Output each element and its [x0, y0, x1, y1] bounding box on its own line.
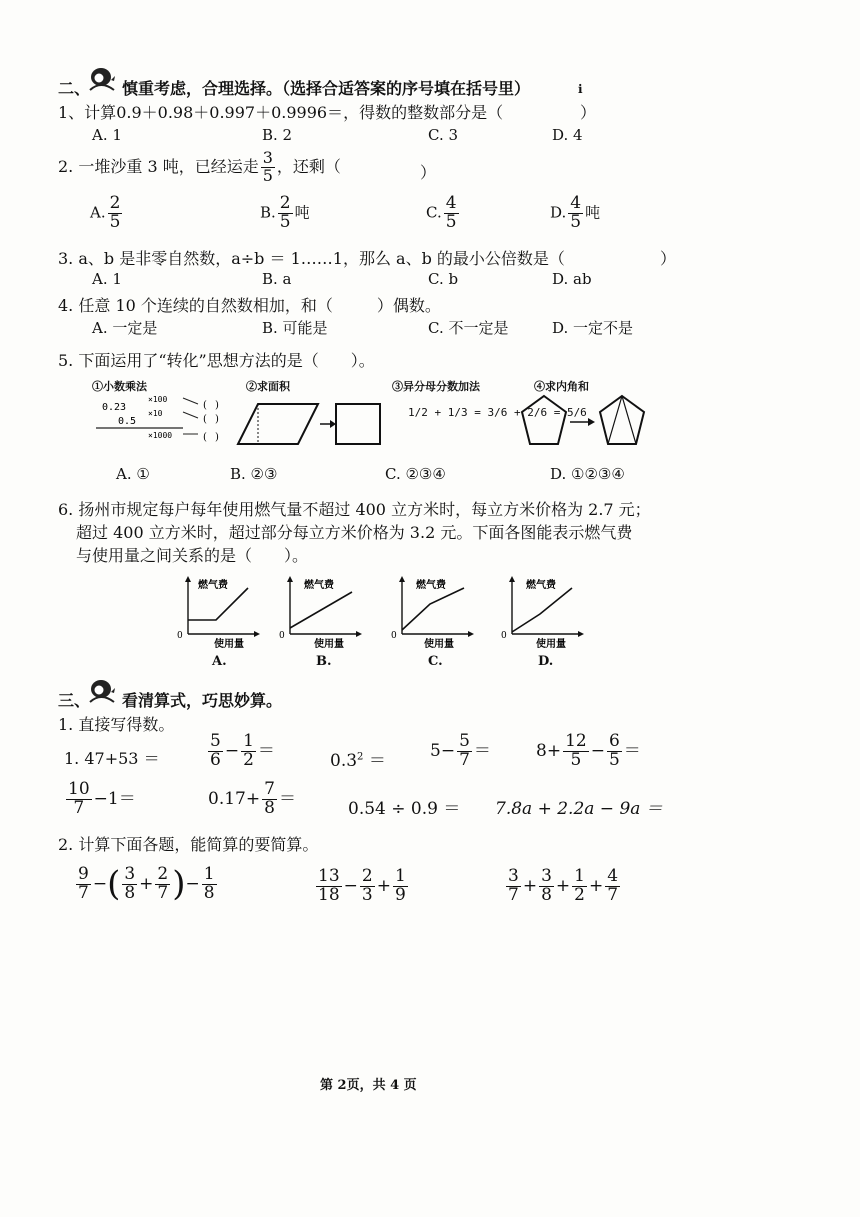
q1-lead: 1、计算 — [58, 103, 117, 122]
q4-option-d: D. 一定不是 — [552, 319, 634, 337]
graph-d — [500, 576, 584, 648]
graph-b — [278, 576, 362, 648]
section-3-title: 看清算式，巧思妙算。 — [122, 691, 283, 710]
section-3-number: 三、 — [58, 691, 91, 710]
illustration-4-label: ④求内角和 — [534, 380, 589, 393]
graph-d-ylabel: 燃气费 — [526, 580, 556, 591]
svg-text:(: ( — [203, 400, 207, 411]
graph-a-ylabel: 燃气费 — [198, 580, 228, 591]
q5-option-a: A. ① — [116, 465, 150, 483]
svg-text:): ) — [215, 432, 219, 443]
q3-stem: 3. a、b 是非零自然数，a÷b ＝ 1……1，那么 a、b 的最小公倍数是（ — [58, 249, 565, 268]
q3-answer-close: ） — [660, 249, 677, 268]
illustration-1-scale-b: ×10 — [148, 409, 163, 418]
q5-option-b: B. ②③ — [230, 465, 278, 483]
stray-mark: ℹ — [578, 82, 583, 96]
q4-lead: 4. 任意 10 个连续的自然数相加，和（ — [58, 296, 333, 315]
q6-line-1: 6. 扬州市规定每户每年使用燃气量不超过 400 立方米时，每立方米价格为 2.7 元； — [58, 500, 651, 519]
graph-c-xlabel: 使用量 — [424, 639, 454, 648]
illustration-3-expression: 1/2 + 1/3 = 3/6 + 2/6 = 5/6 — [408, 406, 587, 419]
graph-c-origin: 0 — [391, 631, 397, 641]
q2-option-a: A. $\frac{2}{5}$ — [90, 193, 121, 232]
section-2-number: 二、 — [58, 79, 91, 98]
pentagon-figure — [518, 392, 658, 450]
oral-item-2: $\frac{5}{6}$ − $\frac{1}{2}$ ＝ — [210, 731, 275, 770]
illustration-1-scale-a: ×100 — [148, 395, 168, 404]
mascot-icon — [84, 66, 118, 92]
section-2-title: 慎重考虑，合理选择。（选择合适答案的序号填在括号里） — [122, 79, 531, 98]
graph-d-xlabel: 使用量 — [536, 639, 566, 648]
graph-b-ylabel: 燃气费 — [304, 580, 334, 591]
graph-c-ylabel: 燃气费 — [416, 580, 446, 591]
illustration-3-label: ③异分母分数加法 — [392, 380, 480, 393]
parallelogram-to-rectangle-figure — [236, 394, 384, 450]
q1-option-c: C. 3 — [428, 126, 459, 144]
page-footer: 第 2页，共 4 页 — [320, 1078, 417, 1093]
illustration-interior-angles — [518, 378, 658, 450]
q1-option-b: B. 2 — [262, 126, 293, 144]
decimal-multiplication-figure — [88, 394, 228, 450]
oral-item-9: 7.8a + 2.2a − 9a ＝ — [495, 799, 663, 819]
q6-line-3: 与使用量之间关系的是（ ）。 — [76, 546, 309, 565]
illustration-2-label: ②求面积 — [246, 380, 290, 393]
graph-a-origin: 0 — [177, 631, 183, 641]
oral-item-6: $\frac{10}{7}$ −1＝ — [68, 779, 136, 818]
svg-text:): ) — [215, 414, 219, 425]
q5-option-d: D. ①②③④ — [550, 465, 625, 483]
illustration-1-scale-c: ×1000 — [148, 431, 173, 440]
oral-item-3: $0.3^2$ ＝ — [330, 751, 386, 771]
q2-fraction: $\frac{3}{5}$ — [262, 148, 273, 185]
illustration-1-number-a: 0.23 — [102, 402, 127, 413]
graph-d-origin: 0 — [501, 631, 507, 641]
illustration-1-label: ①小数乘法 — [92, 380, 147, 393]
part-2-title: 2. 计算下面各题，能简算的要简算。 — [58, 835, 319, 854]
oral-item-8: 0.54 ÷ 0.9 ＝ — [348, 799, 461, 819]
illustration-1-number-b: 0.5 — [118, 416, 137, 427]
calc-item-2: $\frac{13}{18}$ − $\frac{2}{3}$ + $\frac{1}{9}$ — [318, 866, 406, 905]
q4-tail: ）偶数。 — [376, 296, 441, 315]
graph-b-origin: 0 — [279, 631, 285, 641]
q6-line-2: 超过 400 立方米时，超过部分每立方米价格为 3.2 元。下面各图能表示燃气费 — [76, 523, 633, 542]
graph-c — [390, 576, 474, 648]
graph-b-xlabel: 使用量 — [314, 639, 344, 648]
q4-option-c: C. 不一定是 — [428, 319, 509, 337]
q1-answer-close: ） — [580, 103, 597, 122]
q2-option-b: B. $\frac{2}{5}$ 吨 — [260, 193, 310, 232]
svg-text:): ) — [215, 400, 219, 411]
q1-question: ，得数的整数部分是（ — [343, 103, 504, 122]
svg-text:(: ( — [203, 432, 207, 443]
svg-text:(: ( — [203, 414, 207, 425]
q5-option-c: C. ②③④ — [385, 465, 446, 483]
q1-option-d: D. 4 — [552, 126, 583, 144]
q3-option-b: B. a — [262, 270, 292, 288]
mascot-icon — [84, 678, 118, 704]
part-1-title: 1. 直接写得数。 — [58, 715, 175, 734]
oral-item-7: 0.17+ $\frac{7}{8}$ ＝ — [208, 779, 296, 818]
q3-option-c: C. b — [428, 270, 459, 288]
graph-a — [176, 576, 260, 648]
q1-option-a: A. 1 — [92, 126, 122, 144]
graph-b-caption: B. — [316, 654, 332, 669]
q4-stem — [58, 293, 441, 316]
calc-item-1: $\frac{9}{7}$ − ( $\frac{3}{8}$ + $\frac{2}{7}$ ) − $\frac{1}{8}$ — [78, 864, 215, 905]
oral-item-5: 8+ $\frac{12}{5}$ − $\frac{6}{5}$ ＝ — [536, 731, 641, 770]
graph-a-xlabel: 使用量 — [214, 639, 244, 648]
calc-item-3: $\frac{3}{7}$ + $\frac{3}{8}$ + $\frac{1}{2}$ + $\frac{4}{7}$ — [508, 866, 619, 905]
q5-stem: 5. 下面运用了“转化”思想方法的是（ ）。 — [58, 351, 375, 370]
illustration-decimal-multiplication — [88, 378, 228, 450]
q4-option-a: A. 一定是 — [92, 319, 158, 337]
q2-answer-close: ） — [420, 163, 437, 182]
graph-d-caption: D. — [538, 654, 554, 669]
graph-a-caption: A. — [212, 654, 227, 669]
graph-c-caption: C. — [428, 654, 443, 669]
oral-item-1: 1. 47+53 ＝ — [64, 749, 160, 768]
q2-lead: 2. 一堆沙重 3 吨，已经运走 — [58, 156, 259, 176]
q3-option-d: D. ab — [552, 270, 592, 288]
q2-stem — [58, 150, 341, 185]
q2-question: ，还剩（ — [276, 156, 341, 176]
oral-item-4: 5− $\frac{5}{7}$ ＝ — [430, 731, 491, 770]
q1-expression: 0.9＋0.98＋0.997＋0.9996＝ — [116, 103, 344, 122]
q4-option-b: B. 可能是 — [262, 319, 328, 337]
q2-option-d: D. $\frac{4}{5}$ 吨 — [550, 193, 601, 232]
q3-option-a: A. 1 — [92, 270, 122, 288]
illustration-area — [236, 378, 384, 450]
q2-option-c: C. $\frac{4}{5}$ — [426, 193, 457, 232]
q1-stem — [58, 100, 503, 123]
